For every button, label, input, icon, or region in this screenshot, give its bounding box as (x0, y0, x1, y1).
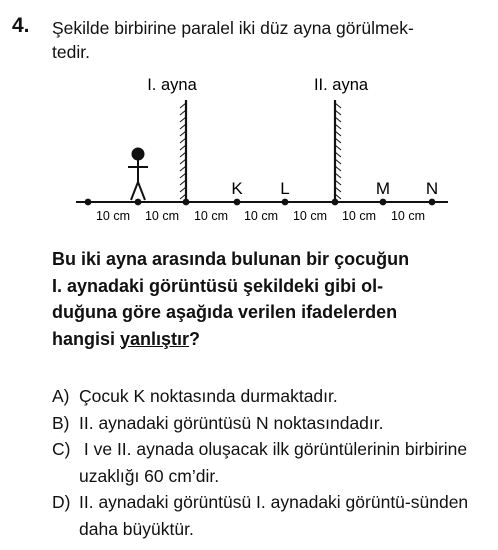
segment-label-4: 10 cm (243, 209, 279, 223)
option-d[interactable] (52, 489, 492, 542)
option-c-label: C) (52, 439, 71, 459)
option-a-text: Çocuk K noktasında durmaktadır. (79, 386, 338, 406)
segment-label-5: 10 cm (292, 209, 328, 223)
answer-options (52, 383, 492, 542)
mirror-1 (180, 100, 186, 203)
option-a-label: A) (52, 386, 70, 406)
option-d-text: II. aynadaki görüntüsü I. aynadaki görüntü-sünden daha büyüktür. (79, 492, 469, 539)
segment-label-3: 10 cm (193, 209, 229, 223)
mirror-1-label: I. ayna (147, 76, 197, 94)
segment-label-1: 10 cm (95, 209, 131, 223)
prompt-underlined-word: yanlıştır (120, 328, 190, 349)
segment-label-6: 10 cm (341, 209, 377, 223)
option-b-text: II. aynadaki görüntüsü N noktasındadır. (79, 412, 384, 433)
option-c[interactable] (52, 436, 492, 489)
prompt-line-1: Bu iki ayna arasında bulunan bir çocuğun (52, 249, 410, 269)
mirror-2-label: II. ayna (313, 76, 369, 94)
question-number: 4. (12, 14, 30, 37)
question-stem (52, 16, 492, 64)
prompt-line-4-start: hangisi (52, 328, 121, 349)
child-image-figure (128, 149, 148, 201)
point-label-k: K (231, 179, 243, 198)
option-b[interactable] (52, 410, 492, 437)
mirror-2 (335, 100, 341, 203)
mirror-figure (0, 66, 498, 236)
question-prompt (52, 246, 482, 352)
point-label-n: N (425, 179, 439, 198)
prompt-line-2: I. aynadaki görüntüsü şekildeki gibi ol- (52, 275, 384, 296)
segment-label-2: 10 cm (144, 209, 180, 223)
option-a[interactable] (52, 383, 492, 410)
option-d-label: D) (52, 492, 71, 512)
prompt-line-4-end: ? (189, 328, 201, 349)
stem-line-1: Şekilde birbirine paralel iki düz ayna görülmek- (52, 18, 414, 38)
mirror-diagram (0, 66, 498, 236)
prompt-line-3: duğuna göre aşağıda verilen ifadelerden (52, 302, 398, 322)
point-label-l: L (280, 179, 290, 198)
option-b-label: B) (52, 412, 70, 433)
prompt-line-4 (52, 326, 482, 353)
stem-line-2: tedir. (52, 42, 90, 62)
option-c-text: I ve II. aynada oluşacak ilk görüntülerinin birbirine uzaklığı 60 cm’dir. (79, 439, 473, 486)
point-label-m: M (375, 179, 391, 198)
segment-label-7: 10 cm (390, 209, 426, 223)
